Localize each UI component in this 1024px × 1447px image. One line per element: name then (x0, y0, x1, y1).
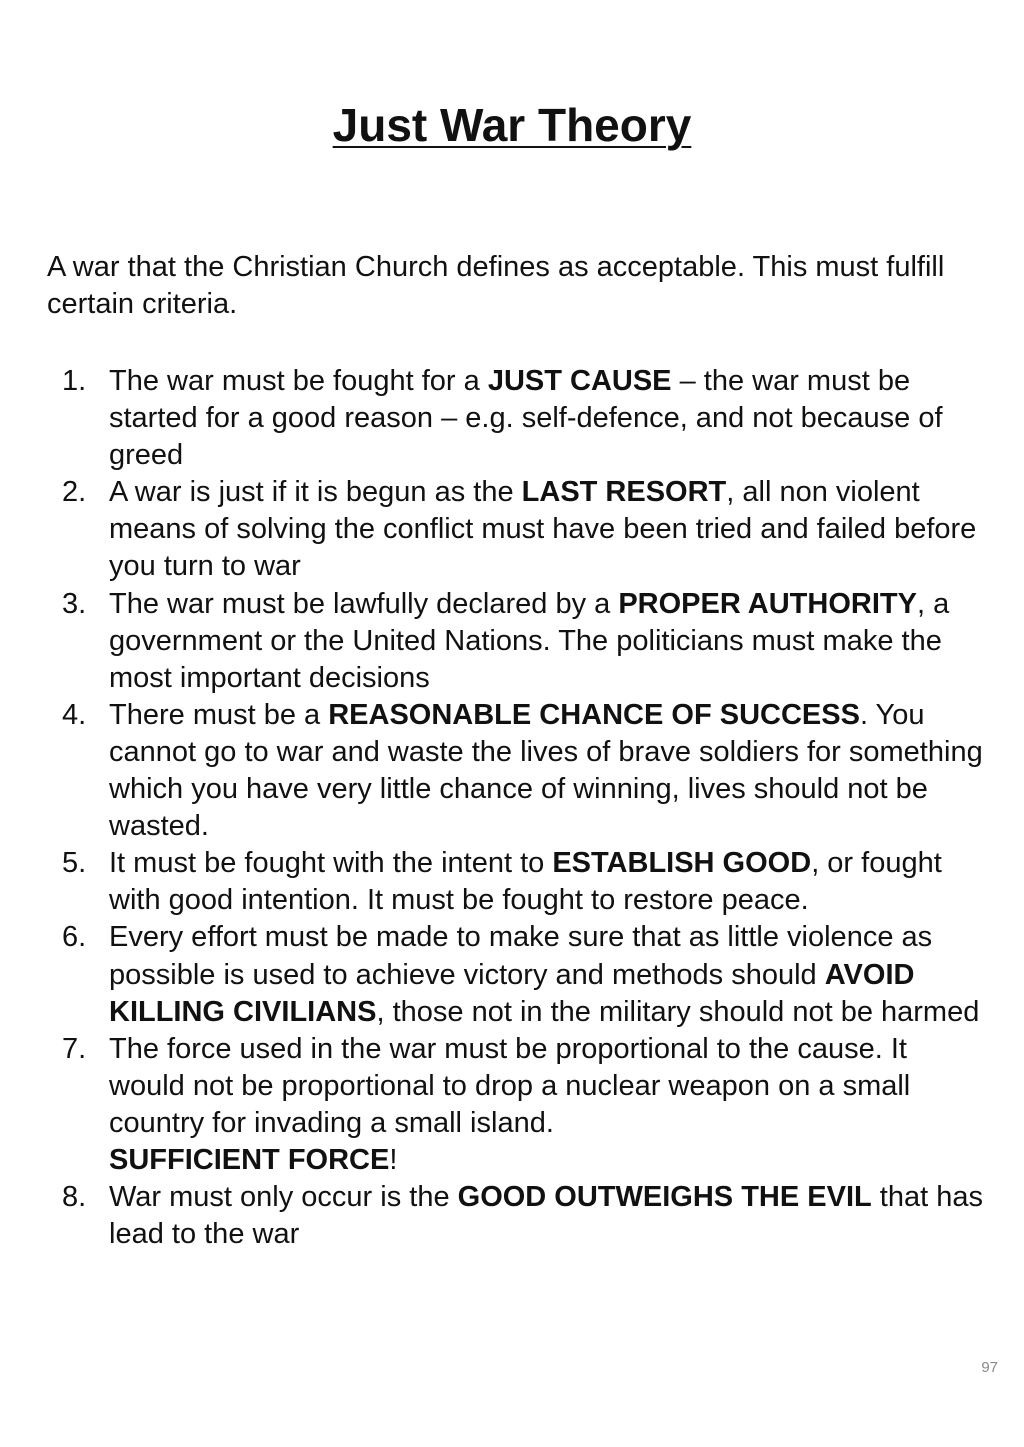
page-number: 97 (981, 1359, 998, 1376)
item-text: It must be fought with the intent to (109, 847, 553, 880)
item-text: , those not in the military should not be harmed (376, 995, 980, 1028)
item-keyword: PROPER AUTHORITY (618, 587, 917, 620)
criteria-item-last-resort (0, 474, 1024, 585)
item-text: The war must be fought for a (109, 365, 488, 397)
criteria-item-reasonable-chance (0, 697, 1024, 845)
item-number: 5. (62, 847, 87, 880)
item-text: There must be a (109, 698, 329, 731)
item-keyword: JUST CAUSE (487, 365, 672, 397)
criteria-item-good-outweighs-evil (0, 1179, 1024, 1253)
criteria-item-sufficient-force (0, 1031, 1024, 1179)
item-number: 2. (62, 476, 87, 509)
criteria-item-just-cause (0, 363, 1024, 474)
item-text: The force used in the war must be proportional to the cause. It would not be proportional to drop a nuclear weapon on a small country for invading a small island. (109, 1032, 911, 1139)
intro-paragraph: A war that the Christian Church defines as acceptable. This must fulfill certain criteria. (47, 251, 945, 320)
item-text: ! (389, 1143, 398, 1176)
item-text: , a government or the United Nations. The politicians must make the most important decisions (109, 587, 950, 694)
page-title (0, 98, 1024, 152)
item-text: . You cannot go to war and waste the lives of brave soldiers for something which you have very little chance of winning, lives should not be wasted. (109, 698, 983, 843)
item-keyword: SUFFICIENT FORCE (109, 1143, 390, 1176)
item-number: 4. (62, 698, 87, 731)
criteria-item-avoid-civilians (0, 919, 1024, 1030)
item-keyword: LAST RESORT (521, 476, 727, 509)
item-text: – the war must be started for a good reason – e.g. self-defence, and not because of greed (109, 365, 943, 472)
item-keyword: ESTABLISH GOOD (552, 847, 812, 880)
item-number: 7. (62, 1032, 87, 1065)
item-number: 1. (62, 365, 87, 397)
criteria-item-proper-authority (0, 586, 1024, 697)
item-keyword: AVOID KILLING CIVILIANS (109, 958, 915, 1028)
item-text: , or fought with good intention. It must be fought to restore peace. (109, 847, 942, 917)
item-text: A war is just if it is begun as the (109, 476, 522, 509)
item-text: War must only occur is the (109, 1181, 458, 1214)
item-text: The war must be lawfully declared by a (109, 587, 619, 620)
item-number: 8. (62, 1181, 87, 1214)
item-keyword: REASONABLE CHANCE OF SUCCESS (328, 698, 860, 731)
page-title-text: Just War Theory (332, 99, 692, 151)
item-text: that has lead to the war (109, 1181, 983, 1251)
criteria-item-establish-good (0, 845, 1024, 919)
item-text: Every effort must be made to make sure that as little violence as possible is used to achieve victory and methods should (109, 921, 933, 991)
item-number: 3. (62, 587, 87, 620)
item-keyword: GOOD OUTWEIGHS THE EVIL (457, 1181, 872, 1214)
item-number: 6. (62, 921, 87, 954)
criteria-list (0, 363, 1024, 1253)
item-text: , all non violent means of solving the conflict must have been tried and failed before you turn to war (109, 476, 977, 583)
